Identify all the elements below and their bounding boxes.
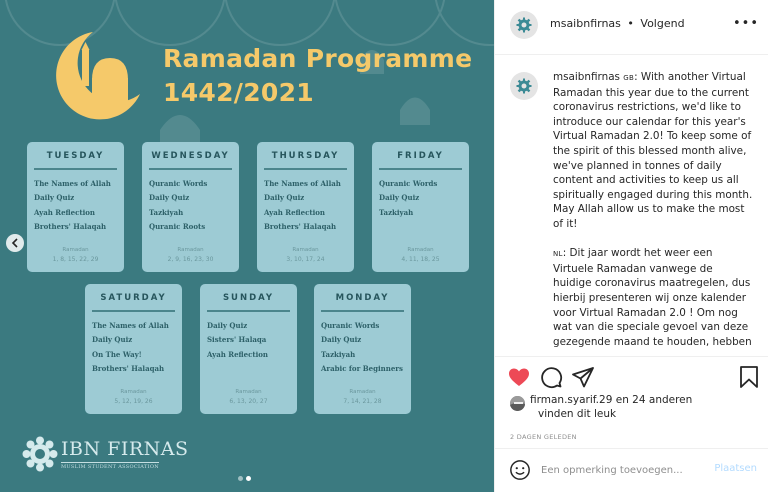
activity-item: Daily Quiz xyxy=(92,335,133,345)
activity-item: Daily Quiz xyxy=(149,193,190,203)
footer-label: Ramadan xyxy=(349,389,376,395)
activity-item: Arabic for Beginners xyxy=(321,364,403,374)
footer-label: Ramadan xyxy=(177,247,204,253)
day-card-thursday xyxy=(257,142,354,272)
card-footer xyxy=(372,246,469,264)
caption-en-text: : With another Virtual Ramadan this year due to the current coronavirus restrictions, we'd like to introduce our calendar for this year's Virtual Ramadan 2.0! To keep some of the spirit of this blessed month alive, we've planned in tonnes of daily content and activities to keep us all spiritually engaged during this month. May Allah allow us to make the most of it! xyxy=(553,71,753,230)
ramadan-dates: 6, 13, 20, 27 xyxy=(229,398,268,405)
flag-gb: GB xyxy=(623,74,635,82)
day-title: WEDNESDAY xyxy=(151,151,230,161)
title-line-2: 1442/2021 xyxy=(163,78,314,107)
caption-en xyxy=(553,70,753,232)
activity-item: The Names of Allah xyxy=(34,178,111,188)
ramadan-dates: 5, 12, 19, 26 xyxy=(114,398,153,405)
action-bar xyxy=(495,356,768,458)
caption-nl xyxy=(553,246,753,349)
card-footer xyxy=(314,388,411,406)
caption-area[interactable] xyxy=(495,56,768,354)
programme-title xyxy=(163,42,472,110)
more-options-button[interactable]: ••• xyxy=(732,16,759,31)
footer-label: Ramadan xyxy=(62,247,89,253)
day-card-monday xyxy=(314,284,411,414)
divider xyxy=(207,310,290,312)
card-footer xyxy=(200,388,297,406)
activity-item: Sisters' Halaqa xyxy=(207,335,267,345)
heart-icon[interactable] xyxy=(507,365,531,389)
gear-logo-icon xyxy=(516,17,532,33)
divider xyxy=(379,168,462,170)
activity-item: Quranic Words xyxy=(321,320,380,330)
day-title: TUESDAY xyxy=(46,151,105,161)
liker-avatar[interactable] xyxy=(510,396,525,411)
post-sidebar xyxy=(494,0,768,492)
caption-nl-text: : Dit jaar wordt het weer een Virtuele Ramadan vanwege de huidige coronavirus maatregelen, dus hierbij presenteren wij onze kalender voor Virtual Ramadan 2.0 ! Om nog wat van die speciale gevoel van deze gezegende maand te houden, hebben xyxy=(553,247,752,348)
activity-item: Quranic Words xyxy=(379,178,438,188)
divider xyxy=(264,168,347,170)
likes-suffix: vinden dit leuk xyxy=(538,408,617,420)
activity-item: Quranic Roots xyxy=(149,222,206,232)
activity-item: Brothers' Halaqah xyxy=(92,364,165,374)
rosette-logo-icon xyxy=(22,436,58,472)
activity-item: Daily Quiz xyxy=(207,320,248,330)
activity-item: The Names of Allah xyxy=(264,178,341,188)
comment-bar xyxy=(495,448,768,492)
ramadan-dates: 2, 9, 16, 23, 30 xyxy=(167,256,214,263)
footer-label: Ramadan xyxy=(292,247,319,253)
activity-item: Quranic Words xyxy=(149,178,208,188)
activity-item: The Names of Allah xyxy=(92,320,169,330)
activity-item: Daily Quiz xyxy=(379,193,420,203)
bookmark-icon[interactable] xyxy=(737,365,761,389)
user-photo-icon xyxy=(510,396,525,411)
ramadan-dates: 7, 14, 21, 28 xyxy=(343,398,382,405)
carousel-dot-active[interactable] xyxy=(246,476,251,481)
header-user xyxy=(550,17,685,30)
gear-logo-icon xyxy=(516,78,532,94)
title-line-1: Ramadan Programme xyxy=(163,44,473,73)
avatar[interactable] xyxy=(510,11,538,39)
activity-item: On The Way! xyxy=(92,349,142,359)
footer-label: Ramadan xyxy=(235,389,262,395)
follow-status-button[interactable]: Volgend xyxy=(640,17,685,30)
username-link[interactable]: msaibnfirnas xyxy=(550,17,621,30)
logo-subtitle: MUSLIM STUDENT ASSOCIATION xyxy=(61,464,159,470)
emoji-icon[interactable] xyxy=(509,459,531,481)
day-card-friday xyxy=(372,142,469,272)
caption-text xyxy=(553,70,753,354)
post-header xyxy=(495,0,768,55)
divider xyxy=(321,310,404,312)
divider xyxy=(149,168,232,170)
liker-username[interactable]: firman.syarif.29 xyxy=(530,394,613,406)
ramadan-dates: 1, 8, 15, 22, 29 xyxy=(52,256,99,263)
activity-item: Tazkiyah xyxy=(321,349,356,359)
day-card-wednesday xyxy=(142,142,239,272)
likes-others[interactable]: en 24 anderen xyxy=(612,394,693,406)
card-footer xyxy=(27,246,124,264)
flag-nl: NL xyxy=(553,250,563,259)
activity-item: Daily Quiz xyxy=(264,193,305,203)
day-title: SATURDAY xyxy=(100,293,167,303)
divider xyxy=(92,310,175,312)
ramadan-dates: 4, 11, 18, 25 xyxy=(401,256,440,263)
day-title: FRIDAY xyxy=(397,151,444,161)
day-title: MONDAY xyxy=(335,293,390,303)
chevron-left-icon xyxy=(11,238,19,248)
day-title: THURSDAY xyxy=(271,151,340,161)
footer-label: Ramadan xyxy=(407,247,434,253)
card-footer xyxy=(85,388,182,406)
carousel-prev-button[interactable] xyxy=(6,234,24,252)
card-footer xyxy=(257,246,354,264)
share-icon[interactable] xyxy=(571,365,595,389)
activity-item: Ayah Reflection xyxy=(207,349,269,359)
activity-item: Daily Quiz xyxy=(321,335,362,345)
separator: • xyxy=(627,17,634,30)
day-card-saturday xyxy=(85,284,182,414)
carousel-dot[interactable] xyxy=(238,476,243,481)
comment-icon[interactable] xyxy=(539,365,563,389)
post-timestamp[interactable]: 2 DAGEN GELEDEN xyxy=(510,433,577,441)
divider xyxy=(34,168,117,170)
footer-label: Ramadan xyxy=(120,389,147,395)
carousel-indicator xyxy=(238,476,251,481)
caption-username[interactable]: msaibnfirnas xyxy=(553,71,620,83)
post-comment-button[interactable]: Plaatsen xyxy=(714,463,757,474)
logo-name: IBN FIRNAS xyxy=(61,438,189,460)
activity-item: Brothers' Halaqah xyxy=(34,222,107,232)
day-title: SUNDAY xyxy=(222,293,275,303)
card-footer xyxy=(142,246,239,264)
activity-item: Daily Quiz xyxy=(34,193,75,203)
activity-item: Tazkiyah xyxy=(149,207,184,217)
activity-item: Ayah Reflection xyxy=(264,207,326,217)
activity-item: Tazkiyah xyxy=(379,207,414,217)
day-card-sunday xyxy=(200,284,297,414)
comment-input[interactable] xyxy=(541,461,701,479)
day-card-tuesday xyxy=(27,142,124,272)
likes-summary xyxy=(530,393,692,421)
ramadan-dates: 3, 10, 17, 24 xyxy=(286,256,325,263)
activity-item: Brothers' Halaqah xyxy=(264,222,337,232)
avatar[interactable] xyxy=(510,72,538,100)
activity-item: Ayah Reflection xyxy=(34,207,96,217)
crescent-mosque-icon xyxy=(48,28,144,124)
